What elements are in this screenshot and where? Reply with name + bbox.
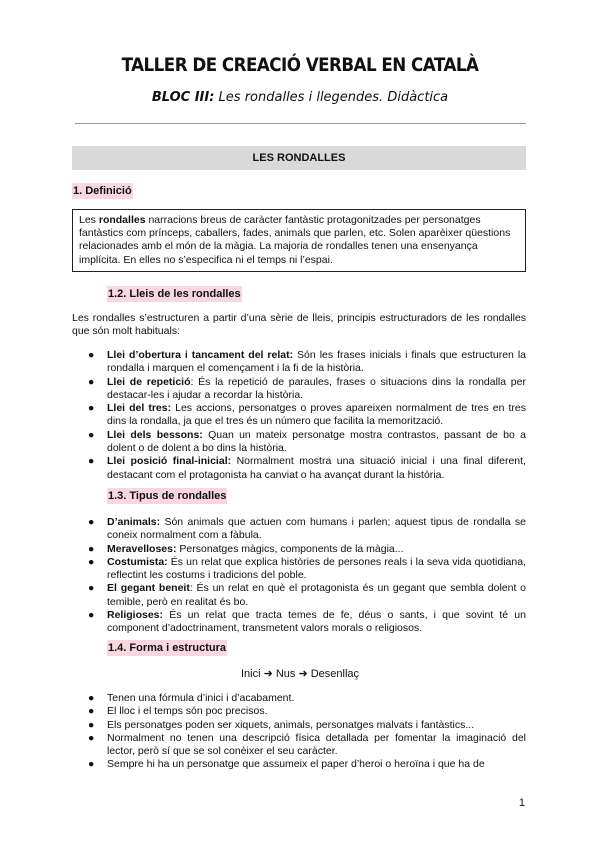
item-term: Llei de repetició [107, 375, 191, 388]
heading-forma: 1.4. Forma i estructura [108, 642, 226, 654]
item-text: Normalment mostra una situació inicial i una final diferent, destacant com el protagonista ha canviat o ha avançat durant la història. [107, 455, 526, 481]
list-item [72, 719, 526, 732]
section-banner: LES RONDALLES [72, 146, 526, 170]
list-item [72, 692, 526, 705]
lleis-list [72, 349, 526, 482]
list-item [72, 609, 526, 636]
list-item [72, 516, 526, 543]
bullet-icon: ● [88, 582, 95, 595]
item-text: Els personatges poden ser xiquets, animals, personatges malvats i fantàstics... [107, 718, 475, 731]
item-text: És un relat que tracta temes de fe, déus o sants, i que sovint té un component d’adoctrinament, transmetent valors morals o religiosos. [107, 609, 526, 635]
item-term: Llei d’obertura i tancament del relat: [107, 349, 294, 361]
bullet-icon: ● [88, 758, 95, 771]
list-item [72, 543, 526, 556]
heading-definicio: 1. Definició [73, 185, 132, 197]
heading-lleis: 1.2. Lleis de les rondalles [108, 288, 241, 300]
item-text: Normalment no tenen una descripció física detallada per fomentar la imaginació del lector, però sí que se sol conèixer el seu caràcter. [107, 731, 526, 758]
item-term: Religioses: [107, 609, 164, 622]
definition-term: rondalles [98, 214, 146, 226]
lleis-intro: Les rondalles s’estructuren a partir d’una sèrie de lleis, principis estructuradors de les rondalles que són molt habituals: [72, 312, 526, 338]
list-item [72, 582, 526, 609]
list-item [72, 349, 526, 376]
item-term: D’animals: [107, 516, 161, 528]
bullet-icon: ● [88, 455, 95, 468]
item-text: Sempre hi ha un personatge que assumeix el paper d’heroi o heroïna i que ha de [107, 758, 485, 771]
item-text: Tenen una fórmula d’inici i d’acabament. [107, 692, 295, 704]
definition-box [72, 209, 526, 272]
definition-text: narracions breus de caràcter fantàstic protagonitzades per personatges fantàstics com prínceps, caballers, fades, animals que parlen, etc. Solen aparèixer qüestions relacionades amb el món de la màgia. La majoria de rondalles tenen una ensenyança implícita. En elles no s’especifica ni el temps ni l’espai. [79, 214, 511, 266]
list-item [72, 429, 526, 456]
heading-tipus: 1.3. Tipus de rondalles [108, 490, 227, 502]
item-term: El gegant beneit [107, 582, 190, 595]
list-item [72, 455, 526, 482]
item-term: Costumista: [107, 555, 168, 568]
bullet-icon: ● [88, 555, 95, 568]
bullet-icon: ● [88, 692, 95, 704]
structure-flow: Inici ➜ Nus ➜ Desenllaç [240, 668, 360, 680]
bullet-icon: ● [88, 542, 95, 555]
item-text: : És un relat en què el protagonista és un gegant que sembla dolent o temible, però en realitat és bo. [107, 582, 527, 608]
page-title: TALLER DE CREACIÓ VERBAL EN CATALÀ [121, 54, 479, 76]
header-divider [75, 123, 526, 124]
list-item [72, 732, 526, 759]
bullet-icon: ● [88, 718, 95, 731]
bullet-icon: ● [88, 375, 95, 388]
page-number: 1 [518, 797, 525, 809]
item-term: Llei del tres: [107, 402, 172, 415]
bullet-icon: ● [88, 428, 95, 441]
item-term: Meravelloses: [107, 542, 177, 555]
item-text: El lloc i el temps són poc precisos. [107, 705, 268, 718]
item-text: Són animals que actuen com humans i parlen; aquest tipus de rondalla se coneix normalment com a fàbula. [107, 516, 526, 542]
list-item [72, 402, 526, 429]
bullet-icon: ● [88, 609, 95, 622]
item-text: Són les frases inicials i finals que estructuren la rondalla i marquen el començament i la fi de la història. [107, 349, 527, 375]
bullet-icon: ● [88, 402, 95, 415]
item-text: Les accions, personatges o proves apareixen normalment de tres en tres dins la rondalla, ja que el tres és un número que facilita la memorització. [107, 402, 526, 428]
list-item [72, 758, 526, 771]
subtitle-bloc: BLOC III: [151, 90, 215, 105]
item-term: Llei posició final-inicial: [107, 455, 232, 468]
item-text: Personatges màgics, components de la màgia... [176, 542, 404, 555]
item-text: És un relat que explica històries de persones reals i la seva vida quotidiana, reflectint les costums i tradicions del poble. [107, 555, 526, 582]
list-item [72, 556, 526, 583]
tipus-list [72, 516, 526, 636]
list-item [72, 376, 526, 403]
definition-prefix: Les [79, 214, 99, 226]
item-term: Llei dels bessons: [107, 428, 203, 441]
bullet-icon: ● [88, 349, 95, 361]
bullet-icon: ● [88, 516, 95, 528]
page-subtitle [0, 90, 600, 105]
bullet-icon: ● [88, 705, 95, 718]
forma-list [72, 692, 526, 772]
item-text: : És la repetició de paraules, frases o situacions dins la rondalla per destacar-les i ajudar a recordar la història. [107, 375, 526, 401]
item-text: Quan un mateix personatge mostra contrastos, passant de bo a dolent o de dolent a bo dins la història. [107, 428, 526, 455]
list-item [72, 705, 526, 718]
subtitle-text: Les rondalles i llegendes. Didàctica [214, 90, 449, 105]
bullet-icon: ● [88, 731, 95, 744]
